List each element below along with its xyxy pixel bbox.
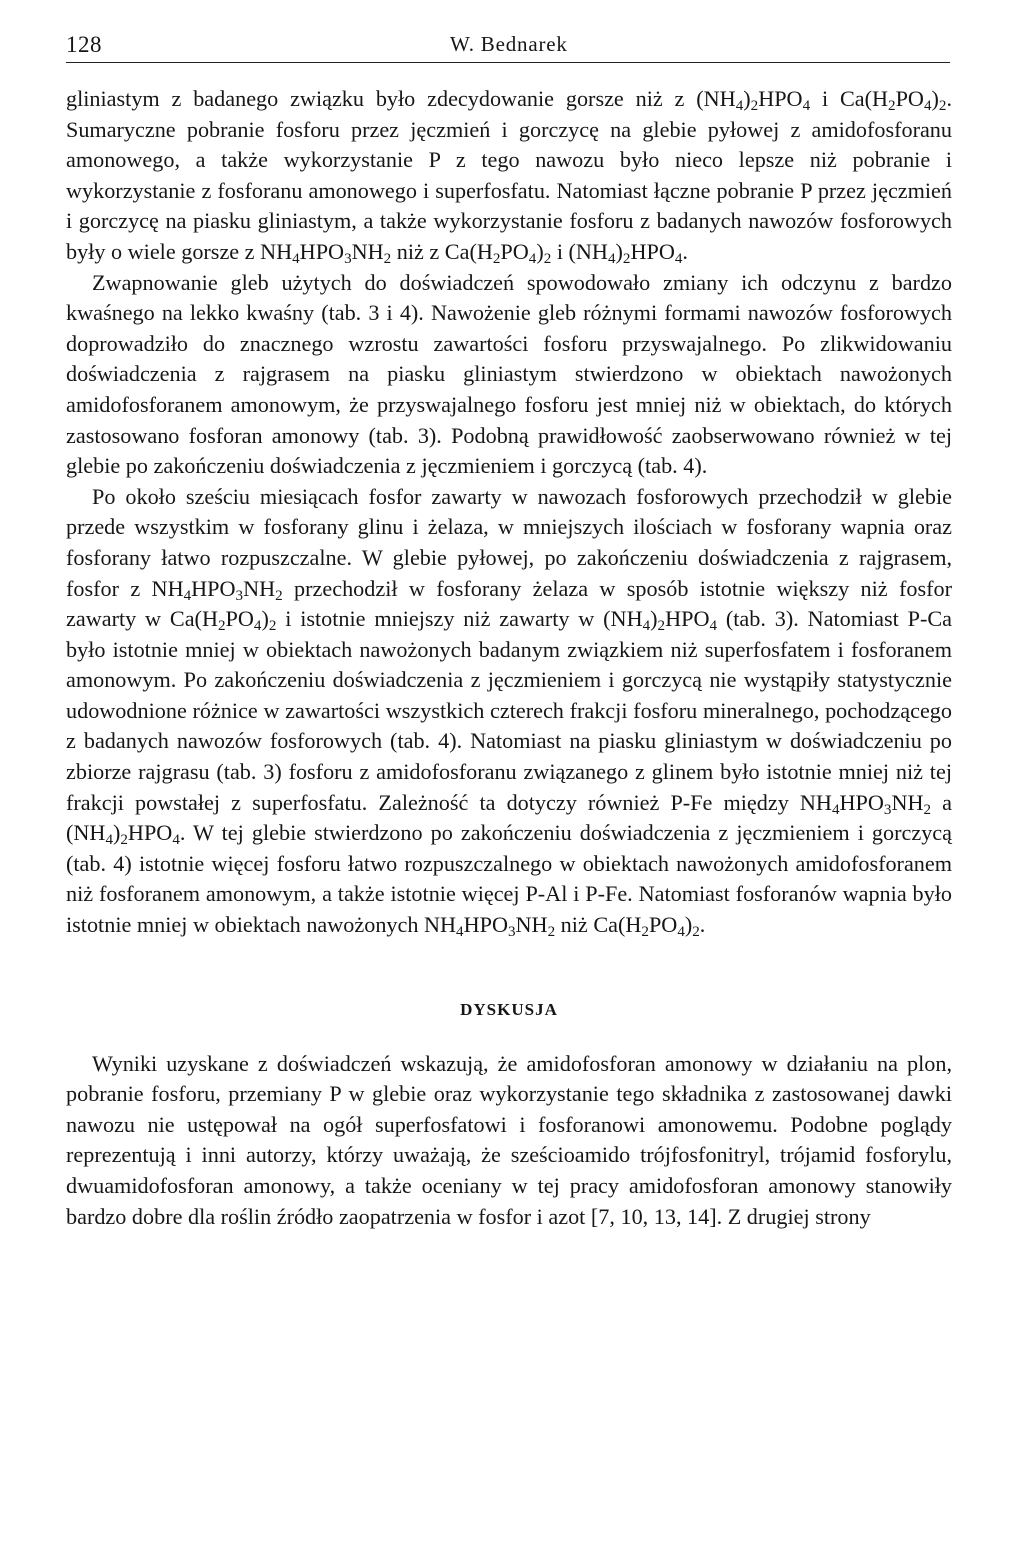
paragraph-1: gliniastym z badanego związku było zdecydowanie gorsze niż z $(NH_4)_2HPO_4$ i $Ca(H_2PO_4)_2$. Sumaryczne pobranie fosforu przez jęczmień i gorczycę na glebie pyłowej z amidofosforanu amonowego, a także wykorzystanie P z tego nawozu było nieco lepsze niż pobranie i wykorzystanie z fosforanu amonowego i superfosfatu. Natomiast łączne pobranie P przez jęczmień i gorczycę na piasku gliniastym, a także wykorzystanie fosforu z badanych nawozów fosforowych były o wiele gorsze z $NH_4HPO_3NH_2$ niż z $Ca(H_2PO_4)_2$ i $(NH_4)_2HPO_4$. [66,86,952,268]
paragraph-3: Po około sześciu miesiącach fosfor zawarty w nawozach fosforowych przechodził w glebie przede wszystkim w fosforany glinu i żelaza, w mniejszych ilościach w fosforany wapnia oraz fosforany łatwo rozpuszczalne. W glebie pyłowej, po zakończeniu doświadczenia z rajgrasem, fosfor z $NH_4HPO_3NH_2$ przechodził w fosforany żelaza w sposób istotnie większy niż fosfor zawarty w $Ca(H_2PO_4)_2$ i istotnie mniejszy niż zawarty w $(NH_4)_2HPO_4$ (tab. 3). Natomiast P-Ca było istotnie mniej w obiektach nawożonych badanym związkiem niż superfosfatem i fosforanem amonowym. Po zakończeniu doświadczenia z jęczmieniem i gorczycą nie wystąpiły statystycznie udowodnione różnice w zawartości wszystkich czterech frakcji fosforu mineralnego, pochodzącego z badanych nawozów fosforowych (tab. 4). Natomiast na piasku gliniastym w doświadczeniu po zbiorze rajgrasu (tab. 3) fosforu z amidofosforanu związanego z glinem było istotnie mniej niż tej frakcji powstałej z superfosfatu. Zależność ta dotyczy również P-Fe między $NH_4HPO_3NH_2$ a $(NH_4)_2HPO_4$. W tej glebie stwierdzono po zakończeniu doświadczenia z jęczmieniem i gorczycą (tab. 4) istotnie więcej fosforu łatwo rozpuszczalnego w obiektach nawożonych amidofosforanem niż fosforanem amonowym, a także istotnie więcej P-Al i P-Fe. Natomiast fosforanów wapnia było istotnie mniej w obiektach nawożonych $NH_4HPO_3NH_2$ niż $Ca(H_2PO_4)_2$. [66,483,952,941]
page-number: 128 [66,32,102,57]
paragraph-2: Zwapnowanie gleb użytych do doświadczeń spowodowało zmiany ich odczynu z bardzo kwaśnego na lekko kwaśny (tab. 3 i 4). Nawożenie gleb różnymi formami nawozów fosforowych doprowadziło do znacznego wzrostu zawartości fosforu przyswajalnego. Po zlikwidowaniu doświadczenia z rajgrasem na piasku gliniastym stwierdzono w obiektach nawożonych amidofosforanem amonowym, że przyswajalnego fosforu jest mniej niż w obiektach, do których zastosowano fosforan amonowy (tab. 3). Podobną prawidłowość zaobserwowano również w tej glebie po zakończeniu doświadczenia z jęczmieniem i gorczycą (tab. 4). [66,269,952,479]
running-head: W. Bednarek [450,32,568,56]
page-header [66,32,950,63]
body-text [66,84,952,1232]
discussion-paragraph: Wyniki uzyskane z doświadczeń wskazują, że amidofosforan amonowy w działaniu na plon, pobranie fosforu, przemiany P w glebie oraz wykorzystanie tego składnika z zastosowanej dawki nawozu nie ustępował na ogół superfosfatowi i fosforanowi amonowemu. Podobne poglądy reprezentują i inni autorzy, którzy uważają, że sześcioamido trójfosfonitryl, trójamid fosforylu, dwuamidofosforan amonowy, a także oceniany w tej pracy amidofosforan amonowy stanowiły bardzo dobre dla roślin źródło zaopatrzenia w fosfor i azot [7, 10, 13, 14]. Z drugiej strony [66,1050,952,1229]
section-heading: DYSKUSJA [460,999,558,1019]
